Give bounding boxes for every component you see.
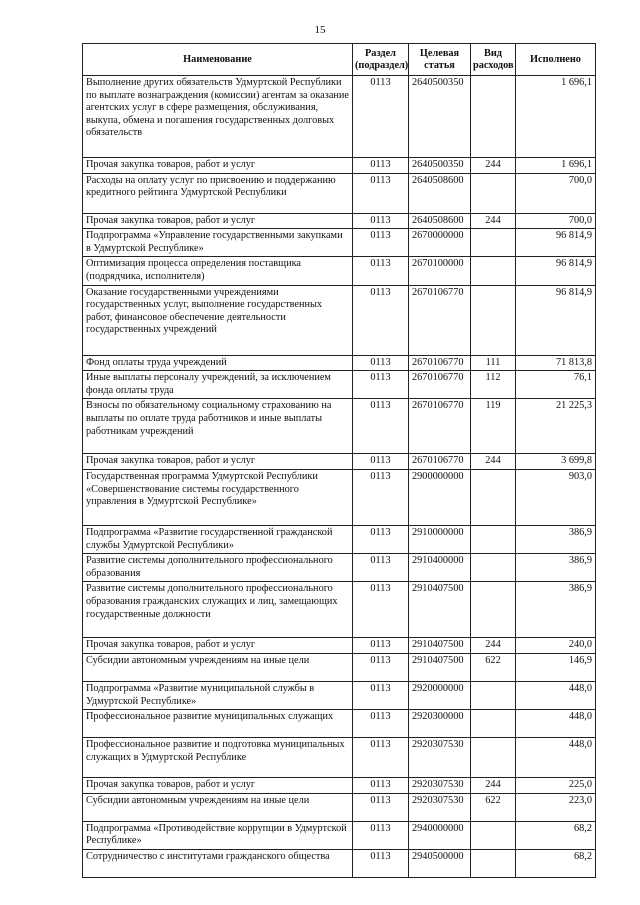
header-section: Раздел (подраздел) (353, 44, 409, 76)
table-row (83, 710, 596, 738)
table-row (83, 285, 596, 355)
row-name: Субсидии автономным учреждениям на иные цели (83, 793, 353, 821)
row-target: 2920307530 (409, 738, 471, 778)
table-row (83, 355, 596, 371)
row-section: 0113 (353, 638, 409, 654)
row-expense-type: 244 (471, 213, 516, 229)
row-executed: 71 813,8 (516, 355, 596, 371)
row-executed: 386,9 (516, 582, 596, 638)
row-name: Прочая закупка товаров, работ и услуг (83, 213, 353, 229)
row-expense-type: 111 (471, 355, 516, 371)
row-name: Взносы по обязательному социальному страхованию на выплаты по оплате труда работников и иные выплаты работникам учреждений (83, 399, 353, 454)
row-expense-type (471, 554, 516, 582)
row-executed: 68,2 (516, 849, 596, 877)
header-executed: Исполнено (516, 44, 596, 76)
table-row (83, 849, 596, 877)
row-section: 0113 (353, 399, 409, 454)
row-section: 0113 (353, 158, 409, 174)
row-executed: 448,0 (516, 710, 596, 738)
table-row (83, 582, 596, 638)
table-row (83, 76, 596, 158)
row-target: 2670000000 (409, 229, 471, 257)
row-section: 0113 (353, 213, 409, 229)
row-expense-type (471, 710, 516, 738)
row-name: Расходы на оплату услуг по присвоению и поддержанию кредитного рейтинга Удмуртской Республики (83, 173, 353, 213)
row-name: Оказание государственными учреждениями государственных услуг, выполнение государственных работ, финансовое обеспечение деятельности государственных учреждений (83, 285, 353, 355)
row-section: 0113 (353, 371, 409, 399)
row-executed: 1 696,1 (516, 76, 596, 158)
row-executed: 386,9 (516, 525, 596, 553)
row-name: Сотрудничество с институтами гражданского общества (83, 849, 353, 877)
row-target: 2670100000 (409, 257, 471, 285)
row-target: 2920307530 (409, 778, 471, 794)
row-executed: 240,0 (516, 638, 596, 654)
header-target: Целевая статья (409, 44, 471, 76)
row-name: Развитие системы дополнительного профессионального образования гражданских служащих и лиц, замещающих государственные должности (83, 582, 353, 638)
row-section: 0113 (353, 582, 409, 638)
row-executed: 96 814,9 (516, 257, 596, 285)
table-row (83, 778, 596, 794)
row-executed: 3 699,8 (516, 454, 596, 470)
row-target: 2640508600 (409, 213, 471, 229)
row-expense-type: 112 (471, 371, 516, 399)
row-name: Прочая закупка товаров, работ и услуг (83, 158, 353, 174)
row-expense-type: 622 (471, 653, 516, 681)
row-target: 2640500350 (409, 76, 471, 158)
table-row (83, 681, 596, 709)
table-row (83, 469, 596, 525)
row-name: Субсидии автономным учреждениям на иные цели (83, 653, 353, 681)
table-header-row (83, 44, 596, 76)
row-expense-type (471, 821, 516, 849)
row-section: 0113 (353, 173, 409, 213)
row-target: 2910407500 (409, 582, 471, 638)
row-executed: 223,0 (516, 793, 596, 821)
row-name: Профессиональное развитие и подготовка муниципальных служащих в Удмуртской Республике (83, 738, 353, 778)
row-name: Профессиональное развитие муниципальных служащих (83, 710, 353, 738)
row-section: 0113 (353, 454, 409, 470)
row-executed: 68,2 (516, 821, 596, 849)
row-expense-type: 244 (471, 638, 516, 654)
row-target: 2940000000 (409, 821, 471, 849)
row-target: 2920307530 (409, 793, 471, 821)
row-expense-type (471, 173, 516, 213)
row-name: Подпрограмма «Развитие муниципальной службы в Удмуртской Республике» (83, 681, 353, 709)
table-row (83, 793, 596, 821)
row-executed: 448,0 (516, 738, 596, 778)
table-row (83, 371, 596, 399)
table-row (83, 173, 596, 213)
row-section: 0113 (353, 285, 409, 355)
row-expense-type: 244 (471, 454, 516, 470)
row-target: 2900000000 (409, 469, 471, 525)
row-target: 2910407500 (409, 653, 471, 681)
table-row (83, 525, 596, 553)
row-name: Подпрограмма «Управление государственными закупками в Удмуртской Республике» (83, 229, 353, 257)
page-number: 15 (314, 24, 326, 36)
table-row (83, 738, 596, 778)
row-target: 2670106770 (409, 399, 471, 454)
row-executed: 76,1 (516, 371, 596, 399)
table-row (83, 158, 596, 174)
row-expense-type: 244 (471, 158, 516, 174)
row-section: 0113 (353, 229, 409, 257)
row-section: 0113 (353, 76, 409, 158)
table-row (83, 554, 596, 582)
row-target: 2940500000 (409, 849, 471, 877)
row-executed: 225,0 (516, 778, 596, 794)
row-target: 2920300000 (409, 710, 471, 738)
row-executed: 96 814,9 (516, 285, 596, 355)
row-section: 0113 (353, 469, 409, 525)
row-name: Прочая закупка товаров, работ и услуг (83, 454, 353, 470)
row-target: 2640500350 (409, 158, 471, 174)
row-target: 2910000000 (409, 525, 471, 553)
row-name: Фонд оплаты труда учреждений (83, 355, 353, 371)
header-name: Наименование (83, 44, 353, 76)
table-row (83, 454, 596, 470)
row-expense-type: 244 (471, 778, 516, 794)
row-target: 2670106770 (409, 285, 471, 355)
table-row (83, 638, 596, 654)
row-target: 2910400000 (409, 554, 471, 582)
row-expense-type (471, 469, 516, 525)
table-row (83, 399, 596, 454)
row-section: 0113 (353, 681, 409, 709)
row-section: 0113 (353, 710, 409, 738)
row-name: Выполнение других обязательств Удмуртской Республики по выплате вознаграждения (комиссии) агентам за оказание агентских услуг в сфере размещения, обслуживания, выкупа, обмена и погашения государственных долговых обязательств (83, 76, 353, 158)
row-name: Прочая закупка товаров, работ и услуг (83, 778, 353, 794)
row-name: Государственная программа Удмуртской Республики «Совершенствование системы государственного управления в Удмуртской Республике» (83, 469, 353, 525)
row-expense-type (471, 76, 516, 158)
row-section: 0113 (353, 525, 409, 553)
row-executed: 903,0 (516, 469, 596, 525)
budget-table (82, 43, 596, 878)
row-expense-type (471, 257, 516, 285)
row-section: 0113 (353, 821, 409, 849)
row-expense-type: 622 (471, 793, 516, 821)
row-executed: 96 814,9 (516, 229, 596, 257)
row-target: 2640508600 (409, 173, 471, 213)
row-name: Прочая закупка товаров, работ и услуг (83, 638, 353, 654)
row-executed: 700,0 (516, 213, 596, 229)
row-target: 2670106770 (409, 454, 471, 470)
row-section: 0113 (353, 653, 409, 681)
row-name: Оптимизация процесса определения поставщика (подрядчика, исполнителя) (83, 257, 353, 285)
header-expense-type: Вид расходов (471, 44, 516, 76)
table-row (83, 653, 596, 681)
row-expense-type (471, 285, 516, 355)
row-section: 0113 (353, 738, 409, 778)
row-target: 2910407500 (409, 638, 471, 654)
row-target: 2670106770 (409, 371, 471, 399)
row-name: Иные выплаты персоналу учреждений, за исключением фонда оплаты труда (83, 371, 353, 399)
table-row (83, 257, 596, 285)
row-expense-type (471, 582, 516, 638)
row-section: 0113 (353, 355, 409, 371)
row-executed: 21 225,3 (516, 399, 596, 454)
row-expense-type (471, 229, 516, 257)
row-executed: 700,0 (516, 173, 596, 213)
row-executed: 146,9 (516, 653, 596, 681)
row-executed: 386,9 (516, 554, 596, 582)
row-expense-type (471, 525, 516, 553)
table-row (83, 213, 596, 229)
row-section: 0113 (353, 849, 409, 877)
row-name: Развитие системы дополнительного профессионального образования (83, 554, 353, 582)
row-name: Подпрограмма «Противодействие коррупции в Удмуртской Республике» (83, 821, 353, 849)
row-section: 0113 (353, 257, 409, 285)
row-section: 0113 (353, 778, 409, 794)
row-expense-type (471, 738, 516, 778)
table-row (83, 229, 596, 257)
row-expense-type (471, 849, 516, 877)
row-section: 0113 (353, 793, 409, 821)
row-name: Подпрограмма «Развитие государственной гражданской службы Удмуртской Республики» (83, 525, 353, 553)
table-row (83, 821, 596, 849)
row-target: 2670106770 (409, 355, 471, 371)
row-expense-type (471, 681, 516, 709)
row-section: 0113 (353, 554, 409, 582)
row-expense-type: 119 (471, 399, 516, 454)
row-target: 2920000000 (409, 681, 471, 709)
row-executed: 448,0 (516, 681, 596, 709)
row-executed: 1 696,1 (516, 158, 596, 174)
